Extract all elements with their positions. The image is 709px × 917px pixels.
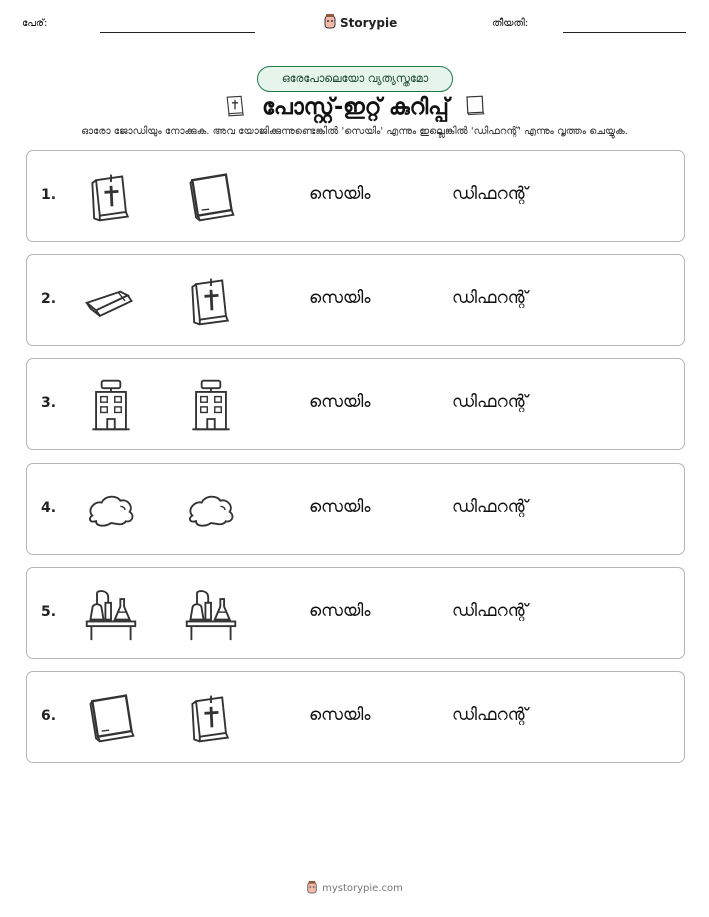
different-option[interactable]: ഡിഫറന്റ് bbox=[452, 392, 528, 412]
footer bbox=[0, 879, 709, 898]
lab-table-icon bbox=[183, 586, 239, 642]
bible-icon bbox=[183, 690, 239, 746]
different-option[interactable]: ഡിഫറന്റ് bbox=[452, 184, 528, 204]
row-number: 6. bbox=[41, 708, 57, 724]
brand-name: Storypie bbox=[340, 16, 398, 30]
mascot-icon bbox=[323, 13, 337, 33]
same-option[interactable]: സെയിം bbox=[309, 184, 371, 204]
row-number: 1. bbox=[41, 187, 57, 203]
storypie-logo bbox=[323, 13, 397, 33]
instructions: ഓരോ ജോഡിയും നോക്കുക. അവ യോജിക്കുന്നുണ്ടെങ്കിൽ 'സെയിം' എന്നും ഇല്ലെങ്കിൽ 'ഡിഫറന്റ്' എന്നും വൃത്തം ചെയ്യുക. bbox=[81, 126, 628, 137]
exercise-row bbox=[26, 254, 685, 346]
same-option[interactable]: സെയിം bbox=[309, 601, 371, 621]
exercise-row bbox=[26, 567, 685, 659]
building-icon bbox=[83, 377, 139, 433]
different-option[interactable]: ഡിഫറന്റ് bbox=[452, 497, 528, 517]
name-label: പേര്: bbox=[22, 18, 48, 29]
eraser-icon bbox=[83, 273, 139, 329]
exercise-row bbox=[26, 358, 685, 450]
mascot-icon bbox=[306, 879, 318, 898]
building-icon bbox=[183, 377, 239, 433]
sticky-note-icon bbox=[183, 169, 239, 225]
category-badge: ഒരേപോലെയോ വ്യത്യസ്തമോ bbox=[257, 66, 453, 92]
puddle-icon bbox=[183, 482, 239, 538]
same-option[interactable]: സെയിം bbox=[309, 705, 371, 725]
different-option[interactable]: ഡിഫറന്റ് bbox=[452, 705, 528, 725]
bible-icon bbox=[183, 273, 239, 329]
exercise-row bbox=[26, 463, 685, 555]
exercise-row bbox=[26, 671, 685, 763]
same-option[interactable]: സെയിം bbox=[309, 288, 371, 308]
page-title: പോസ്റ്റ്-ഇറ്റ് കുറിപ്പ് bbox=[262, 94, 449, 120]
date-field[interactable] bbox=[563, 32, 686, 33]
row-number: 4. bbox=[41, 500, 57, 516]
worksheet-header bbox=[0, 0, 709, 50]
title-row bbox=[0, 90, 709, 124]
puddle-icon bbox=[83, 482, 139, 538]
row-number: 2. bbox=[41, 291, 57, 307]
sticky-note-icon bbox=[83, 690, 139, 746]
row-number: 5. bbox=[41, 604, 57, 620]
footer-url: mystorypie.com bbox=[322, 883, 403, 894]
date-label: തീയതി: bbox=[492, 18, 529, 29]
row-number: 3. bbox=[41, 395, 57, 411]
same-option[interactable]: സെയിം bbox=[309, 497, 371, 517]
sticky-note-icon bbox=[463, 93, 487, 121]
same-option[interactable]: സെയിം bbox=[309, 392, 371, 412]
name-field[interactable] bbox=[100, 32, 255, 33]
exercise-row bbox=[26, 150, 685, 242]
different-option[interactable]: ഡിഫറന്റ് bbox=[452, 288, 528, 308]
different-option[interactable]: ഡിഫറന്റ് bbox=[452, 601, 528, 621]
lab-table-icon bbox=[83, 586, 139, 642]
bible-icon bbox=[83, 169, 139, 225]
bible-icon bbox=[222, 91, 248, 123]
